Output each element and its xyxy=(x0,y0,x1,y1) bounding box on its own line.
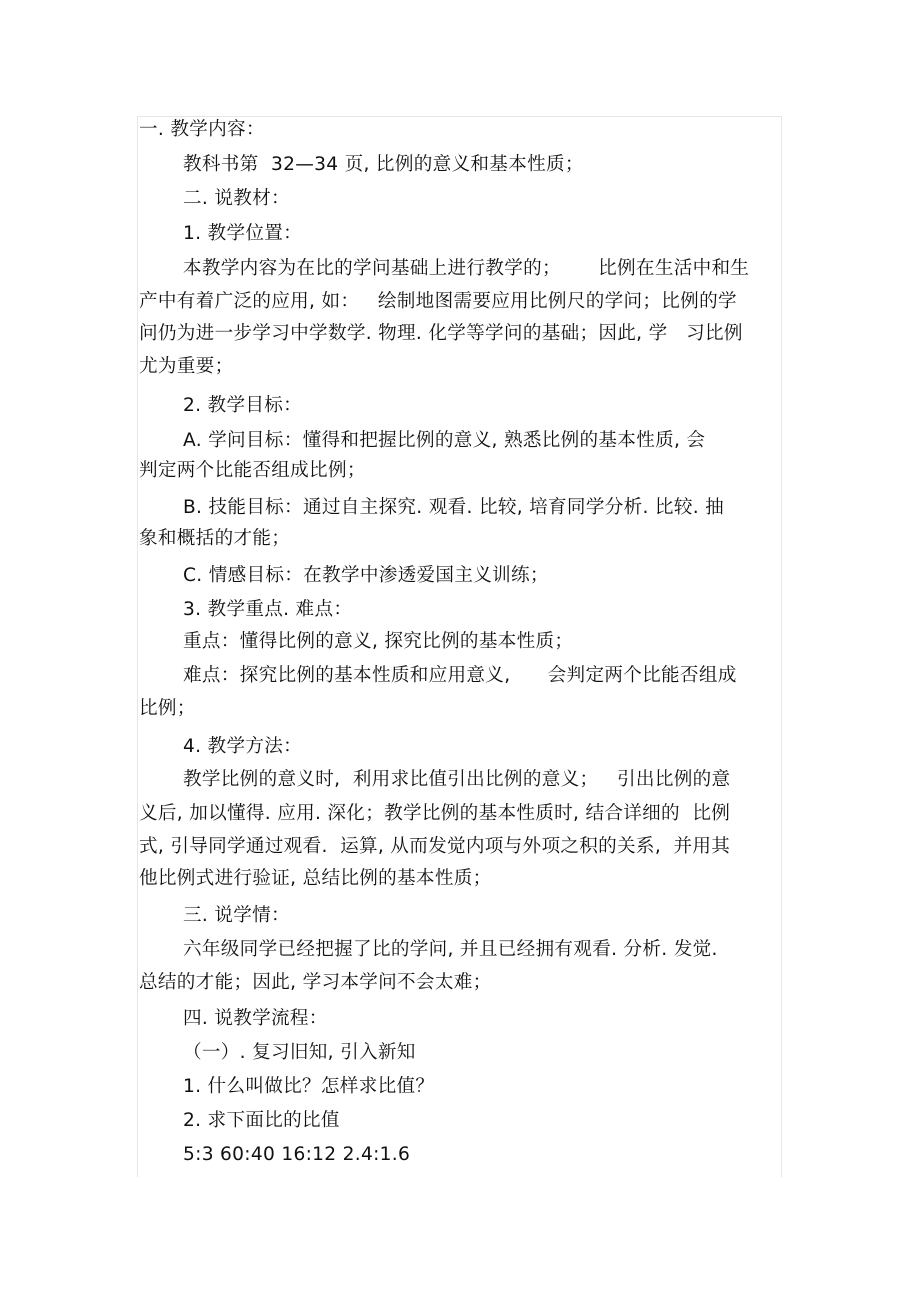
question-line: 1. 什么叫做比？怎样求比值？ xyxy=(183,1076,435,1097)
paragraph-line: 问仍为进一步学习中学数学. 物理. 化学等学问的基础；因此, 学 习比例 xyxy=(139,323,743,344)
paragraph-line: A. 学问目标：懂得和把握比例的意义, 熟悉比例的基本性质, 会 xyxy=(183,430,706,451)
paragraph-line: 产中有着广泛的应用, 如： 绘制地图需要应用比例尺的学问；比例的学 xyxy=(139,291,737,312)
heading-key-points: 3. 教学重点. 难点： xyxy=(183,599,353,620)
paragraph-line: 教学比例的意义时, 利用求比值引出比例的意义； 引出比例的意 xyxy=(183,769,731,790)
paragraph-line: 式, 引导同学通过观看. 运算, 从而发觉内项与外项之积的关系, 并用其 xyxy=(139,836,731,857)
paragraph-line: 象和概括的才能； xyxy=(139,528,291,549)
paragraph-line: 义后, 加以懂得. 应用. 深化；教学比例的基本性质时, 结合详细的 比例 xyxy=(139,803,731,824)
paragraph-line: 他比例式进行验证, 总结比例的基本性质； xyxy=(139,868,492,889)
heading-teaching-goals: 2. 教学目标： xyxy=(183,395,303,416)
paragraph-line: 判定两个比能否组成比例； xyxy=(139,460,366,481)
paragraph-line: 总结的才能；因此, 学习本学问不会太难； xyxy=(139,972,492,993)
paragraph-line: 难点：探究比例的基本性质和应用意义, 会判定两个比能否组成 xyxy=(183,665,737,686)
paragraph-line: 重点：懂得比例的意义, 探究比例的基本性质； xyxy=(183,631,574,652)
paragraph-line: 比例； xyxy=(139,698,196,719)
heading-student-situation: 三. 说学情： xyxy=(183,905,290,926)
paragraph-line: B. 技能目标：通过自主探究. 观看. 比较, 培育同学分析. 比较. 抽 xyxy=(183,497,725,518)
paragraph-line: 尤为重要； xyxy=(139,356,234,377)
paragraph-line: 本教学内容为在比的学问基础上进行教学的； 比例在生活中和生 xyxy=(183,258,750,279)
paragraph-line: 教科书第 32—34 页, 比例的意义和基本性质； xyxy=(183,154,584,175)
ratios-line: 5:3 60:40 16:12 2.4:1.6 xyxy=(183,1144,411,1165)
heading-teaching-methods: 4. 教学方法： xyxy=(183,736,303,757)
paragraph-line: C. 情感目标：在教学中渗透爱国主义训练； xyxy=(183,565,549,586)
heading-teaching-process: 四. 说教学流程： xyxy=(183,1008,328,1029)
paragraph-line: （一）. 复习旧知, 引入新知 xyxy=(183,1042,416,1063)
heading-teaching-content: 一. 教学内容： xyxy=(139,119,265,140)
heading-textbook: 二. 说教材： xyxy=(183,188,290,209)
paragraph-line: 六年级同学已经把握了比的学问, 并且已经拥有观看. 分析. 发觉. xyxy=(183,939,718,960)
question-line: 2. 求下面比的比值 xyxy=(183,1110,340,1131)
heading-teaching-position: 1. 教学位置： xyxy=(183,223,303,244)
